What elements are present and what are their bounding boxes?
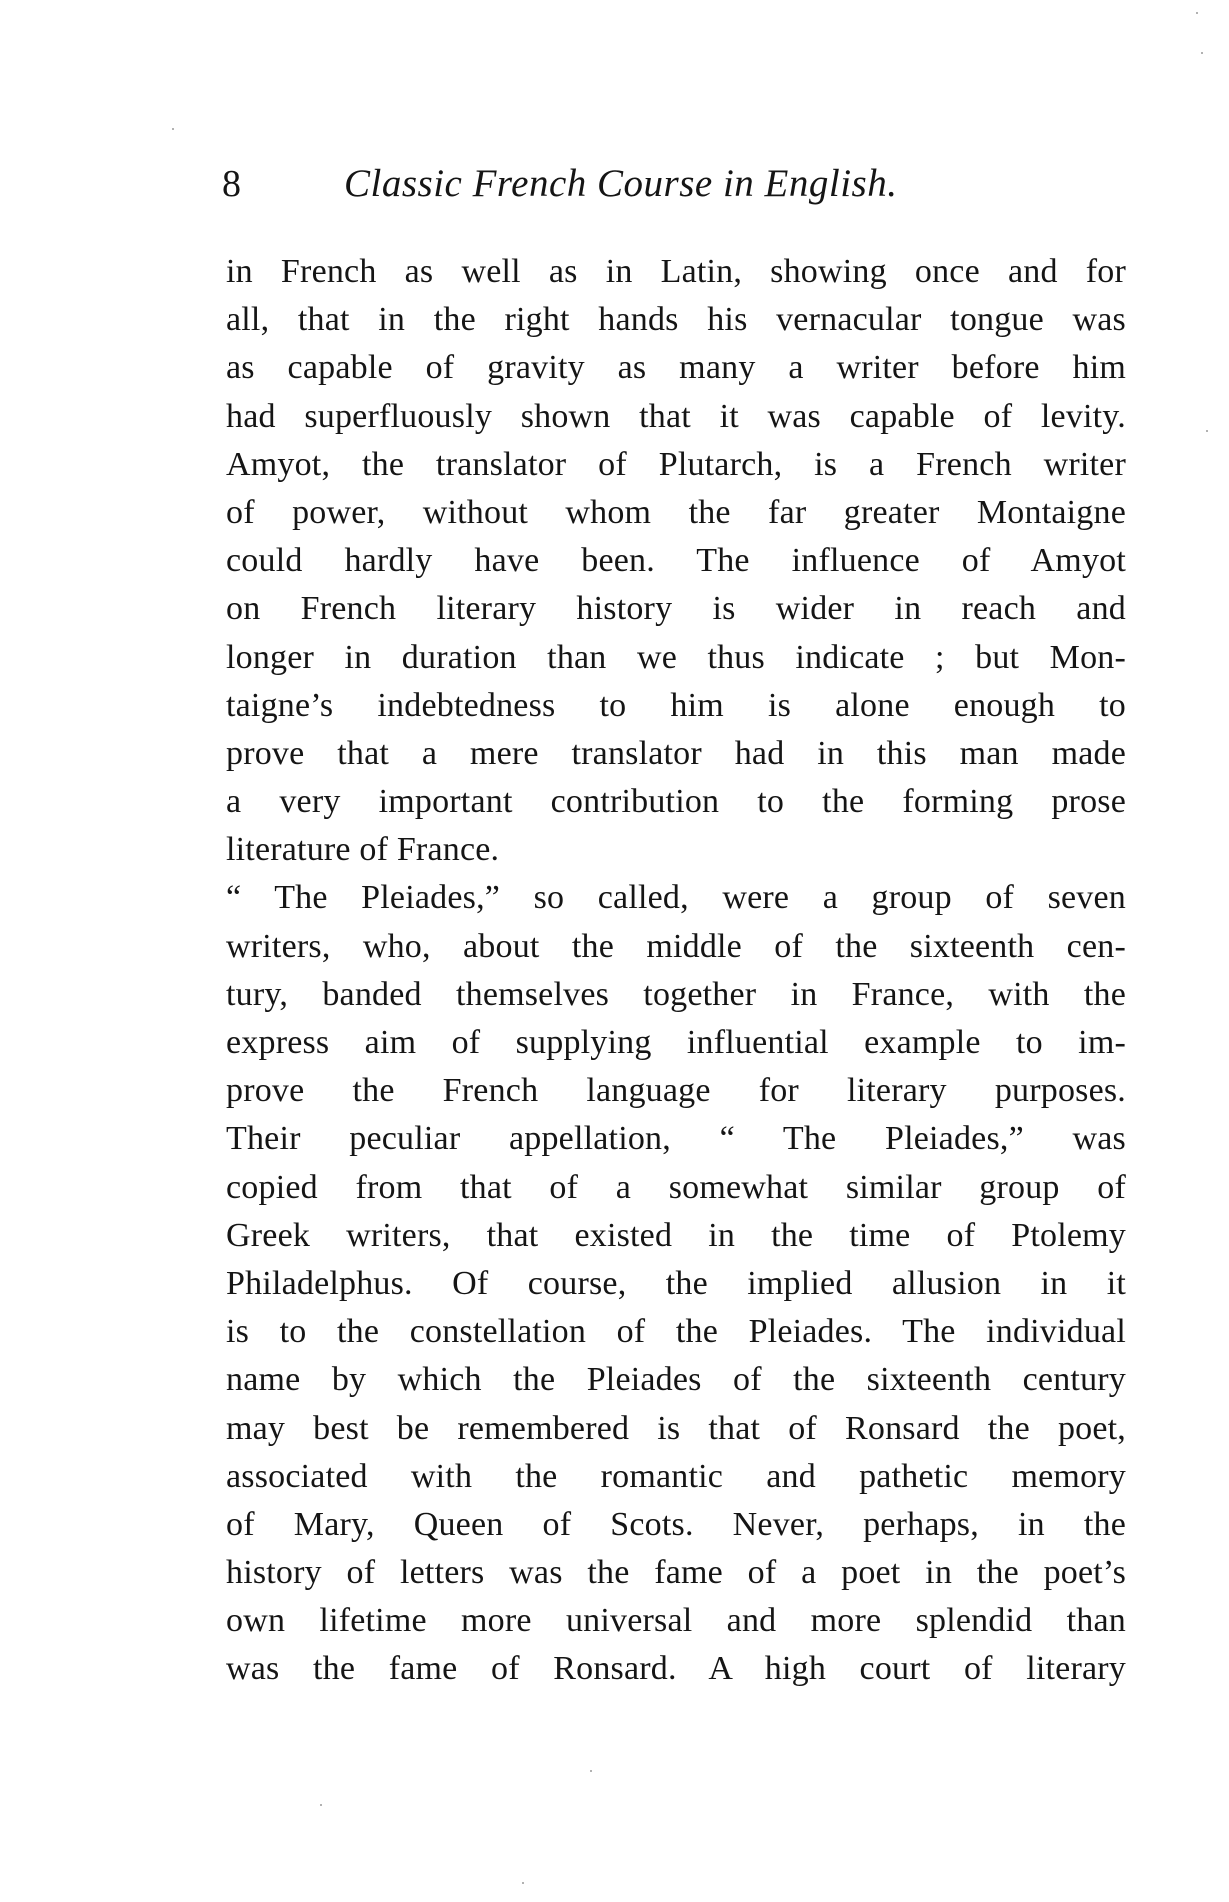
text-line: had superfluously shown that it was capable of levity. [226, 397, 1126, 435]
text-line: Greek writers, that existed in the time of Ptolemy [226, 1216, 1126, 1254]
text-line: writers, who, about the middle of the sixteenth cen- [226, 927, 1126, 965]
paper-speck [590, 1770, 592, 1772]
text-line: could hardly have been. The influence of Amyot [226, 542, 1126, 580]
text-line: Amyot, the translator of Plutarch, is a French writer [226, 445, 1126, 483]
text-line: express aim of supplying influential example to im- [226, 1024, 1126, 1061]
page-number: 8 [222, 163, 241, 205]
paper-speck [1206, 430, 1208, 432]
text-line: prove that a mere translator had in this man made [226, 734, 1126, 772]
paper-speck [320, 1804, 322, 1806]
text-line: of power, without whom the far greater Montaigne [226, 493, 1126, 531]
text-line: “ The Pleiades,” so called, were a group of seven [226, 879, 1126, 917]
text-line: Their peculiar appellation, “ The Pleiades,” was [226, 1120, 1126, 1158]
body-text [226, 248, 1126, 1694]
paper-speck [1196, 12, 1198, 14]
text-line: prove the French language for literary purposes. [226, 1072, 1126, 1110]
text-line: tury, banded themselves together in France, with the [226, 975, 1126, 1013]
text-line: may best be remembered is that of Ronsard the poet, [226, 1409, 1126, 1447]
text-line: Philadelphus. Of course, the implied allusion in it [226, 1264, 1126, 1302]
text-line: name by which the Pleiades of the sixteenth century [226, 1361, 1126, 1399]
text-line: in French as well as in Latin, showing once and for [226, 253, 1126, 290]
text-line: as capable of gravity as many a writer before him [226, 349, 1126, 387]
text-line: was the fame of Ronsard. A high court of literary [226, 1650, 1126, 1688]
text-line: is to the constellation of the Pleiades. The individual [226, 1313, 1126, 1351]
paper-speck [1201, 52, 1203, 54]
running-title: Classic French Course in English. [344, 162, 898, 205]
text-line: own lifetime more universal and more splendid than [226, 1602, 1126, 1640]
text-line: history of letters was the fame of a poet in the poet’s [226, 1554, 1126, 1592]
paper-speck [522, 1882, 524, 1884]
text-line: longer in duration than we thus indicate ; but Mon- [226, 638, 1126, 676]
text-line: literature of France. [226, 831, 500, 869]
text-line: associated with the romantic and pathetic memory [226, 1457, 1126, 1495]
running-head [222, 160, 1050, 208]
paper-speck [172, 128, 174, 130]
text-line: on French literary history is wider in reach and [226, 590, 1126, 628]
text-line: copied from that of a somewhat similar group of [226, 1168, 1126, 1206]
text-line: a very important contribution to the forming prose [226, 783, 1126, 821]
text-line: of Mary, Queen of Scots. Never, perhaps, in the [226, 1505, 1126, 1543]
text-line: taigne’s indebtedness to him is alone enough to [226, 686, 1126, 724]
text-line: all, that in the right hands his vernacular tongue was [226, 301, 1126, 339]
